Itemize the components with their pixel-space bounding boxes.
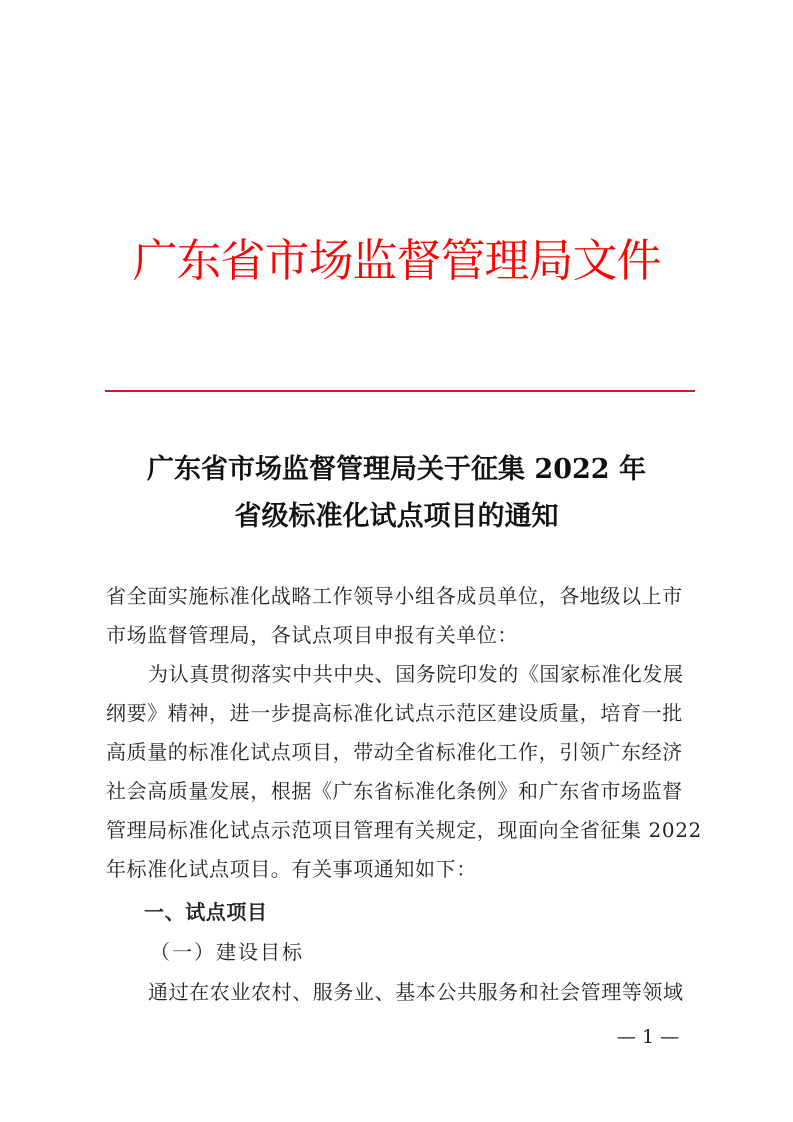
document-title-line-1: 广东省市场监督管理局关于征集 2022 年: [147, 454, 646, 485]
paragraph-2-line-1: 通过在农业农村、服务业、基本公共服务和社会管理等领域: [148, 980, 684, 1004]
page-number: — 1 —: [616, 1026, 680, 1048]
subsection-heading: （一）建设目标: [150, 940, 304, 964]
paragraph-1-line-5: 管理局标准化试点示范项目管理有关规定，现面向全省征集 2022: [106, 818, 702, 842]
section-heading: 一、试点项目: [144, 900, 268, 924]
issuer-banner: 广东省市场监督管理局文件: [132, 234, 661, 287]
paragraph-1-line-6: 年标准化试点项目。有关事项通知如下：: [106, 857, 477, 881]
document-body: [106, 577, 702, 1012]
salutation-line-2: 市场监督管理局，各试点项目申报有关单位：: [106, 623, 518, 647]
document-title: [0, 446, 793, 540]
paragraph-1-line-3: 高质量的标准化试点项目，带动全省标准化工作，引领广东经济: [106, 740, 683, 764]
paragraph-1-line-1: 为认真贯彻落实中共中央、国务院印发的《国家标准化发展: [148, 662, 684, 686]
document-title-line-2: 省级标准化试点项目的通知: [234, 501, 559, 532]
paragraph-1-line-4: 社会高质量发展，根据《广东省标准化条例》和广东省市场监督: [106, 779, 683, 803]
red-divider-rule: [105, 390, 695, 392]
paragraph-1-line-2: 纲要》精神，进一步提高标准化试点示范区建设质量，培育一批: [106, 701, 683, 725]
salutation-line-1: 省全面实施标准化战略工作领导小组各成员单位，各地级以上市: [106, 584, 683, 608]
